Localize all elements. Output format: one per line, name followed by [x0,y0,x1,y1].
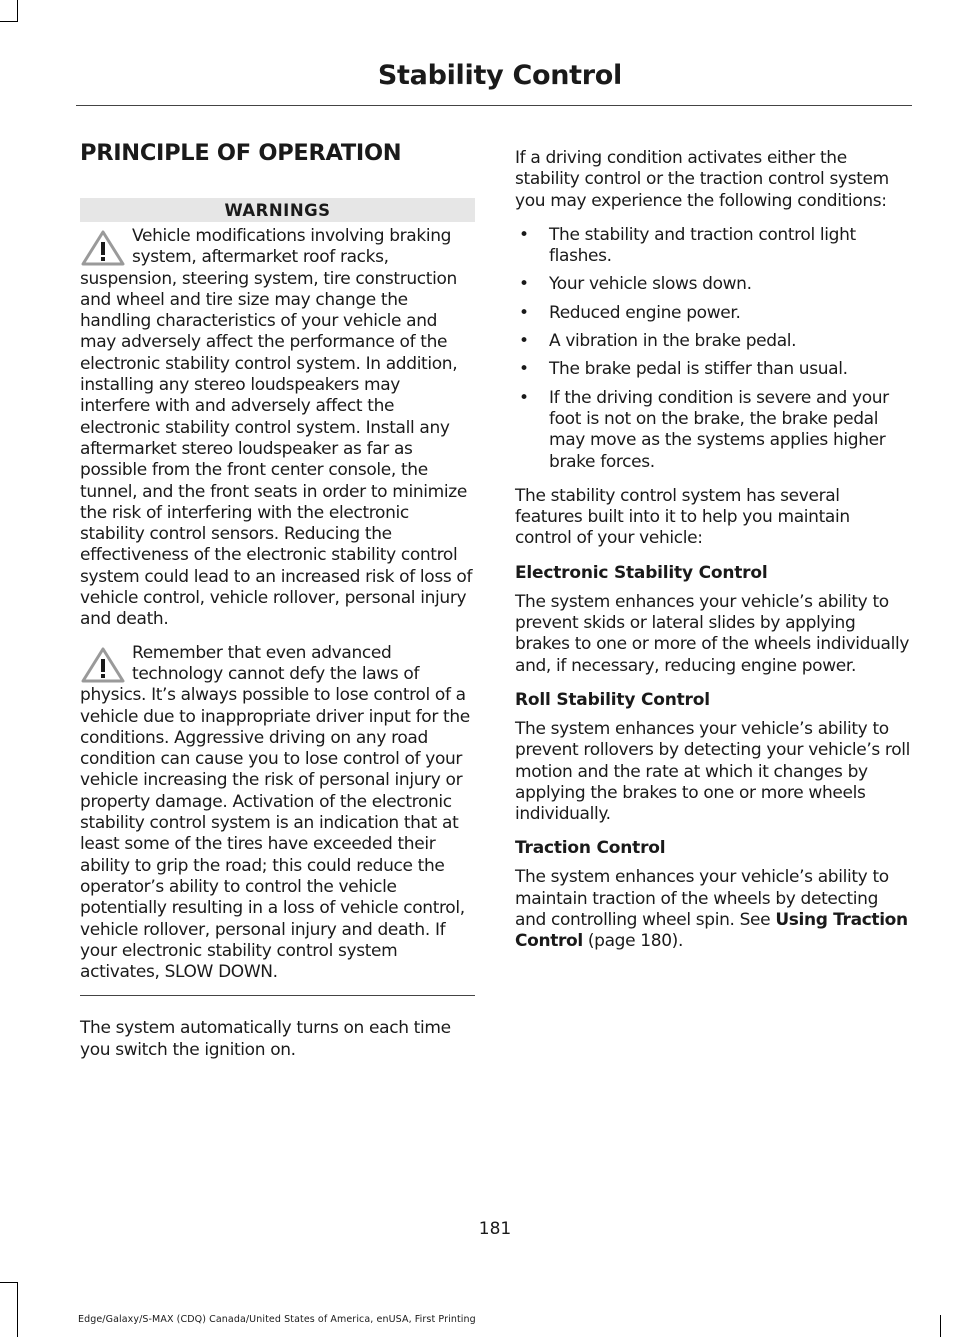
conditions-intro: If a driving condition activates either the stability control or the traction control system you may experience the following conditions: [515,148,889,211]
footer-edition: Edge/Galaxy/S-MAX (CDQ) Canada/United States of America, enUSA, First Printing [78,1314,476,1325]
list-item: • The brake pedal is stiffer than usual. [519,359,848,380]
bullet-icon: • [519,331,529,352]
esc-heading: Electronic Stability Control [515,562,768,583]
crop-mark-top-left [17,0,18,22]
crop-mark-bottom-left-horizontal [0,1282,18,1283]
list-item: • If the driving condition is severe and your foot is not on the brake, the brake pedal may move as the systems applies higher brake forces. [519,387,889,472]
left-column [80,140,475,1061]
warning-block-2 [80,643,475,984]
bullet-icon: • [519,274,529,295]
rsc-heading: Roll Stability Control [515,689,710,710]
bullet-icon: • [519,387,529,408]
right-column [515,148,910,966]
list-item: • The stability and traction control light flashes. [519,224,856,267]
crop-mark-top-left-horizontal [0,21,18,22]
bullet-icon: • [519,224,529,245]
warning-triangle-icon [80,646,126,684]
rsc-text: The system enhances your vehicle’s ability to prevent rollovers by detecting your vehicle’s roll motion and the rate at which it changes by applying the brakes to one or more wheels individually. [515,718,910,825]
features-intro: The stability control system has several features built into it to help you maintain control of your vehicle: [515,485,850,549]
page-reference: (page 180). [587,931,684,952]
conditions-list [515,225,910,473]
warning-text-2: Remember that even advanced technology cannot defy the laws of physics. It’s always possible to lose control of a vehicle due to inappropriate driver input for the conditions. Aggressive driving on any road condition can cause you to lose control of your vehicle increasing the risk of personal injury or property damage. Activation of the electronic stability control system is an indication that at least some of the tires have exceeded their ability to grip the road; this could reduce the operator’s ability to control the vehicle potentially resulting in a loss of vehicle control, vehicle rollover, personal injury and death. If your electronic stability control system activates, SLOW DOWN. [80,642,470,983]
list-item: • Reduced engine power. [519,302,741,323]
list-item: • A vibration in the brake pedal. [519,331,797,352]
auto-on-paragraph: The system automatically turns on each time you switch the ignition on. [80,1018,451,1060]
esc-text: The system enhances your vehicle’s ability to prevent skids or lateral slides by applying brakes to one or more of the wheels individually and, if necessary, reducing engine power. [515,591,910,676]
page-header-title: Stability Control [377,60,622,91]
bullet-icon: • [519,359,529,380]
warnings-end-rule [80,995,475,996]
bullet-icon: • [519,302,529,323]
crop-mark-bottom-left [17,1282,18,1337]
warnings-header: WARNINGS [80,198,475,222]
crop-mark-bottom-right [940,1315,941,1337]
warning-text-1: Vehicle modifications involving braking system, aftermarket roof racks, suspension, steering system, tire construction and wheel and tire size may change the handling characteristics of your vehicle and may adversely affect the performance of the electronic stability control system. In addition, installing any stereo loudspeakers may interfere with and adversely affect the electronic stability control system. Install any aftermarket stereo loudspeaker as far as possible from the front center console, the tunnel, and the front seats in order to minimize the risk of interfering with the electronic stability control sensors. Reducing the effectiveness of the electronic stability control system could lead to an increased risk of loss of vehicle control, vehicle rollover, personal injury and death. [80,226,473,630]
tc-heading: Traction Control [515,838,666,859]
traction-control-link[interactable]: Using Traction Control [515,910,908,952]
page-number: 181 [478,1219,512,1239]
section-title: PRINCIPLE OF OPERATION [80,140,402,166]
warning-block-1 [80,226,475,631]
tc-text: The system enhances your vehicle’s ability to maintain traction of the wheels by detecting and controlling wheel spin. See Using Traction Control (page 180). [515,867,908,952]
header-rule [76,105,912,106]
warning-triangle-icon [80,229,126,267]
list-item: • Your vehicle slows down. [519,274,752,295]
